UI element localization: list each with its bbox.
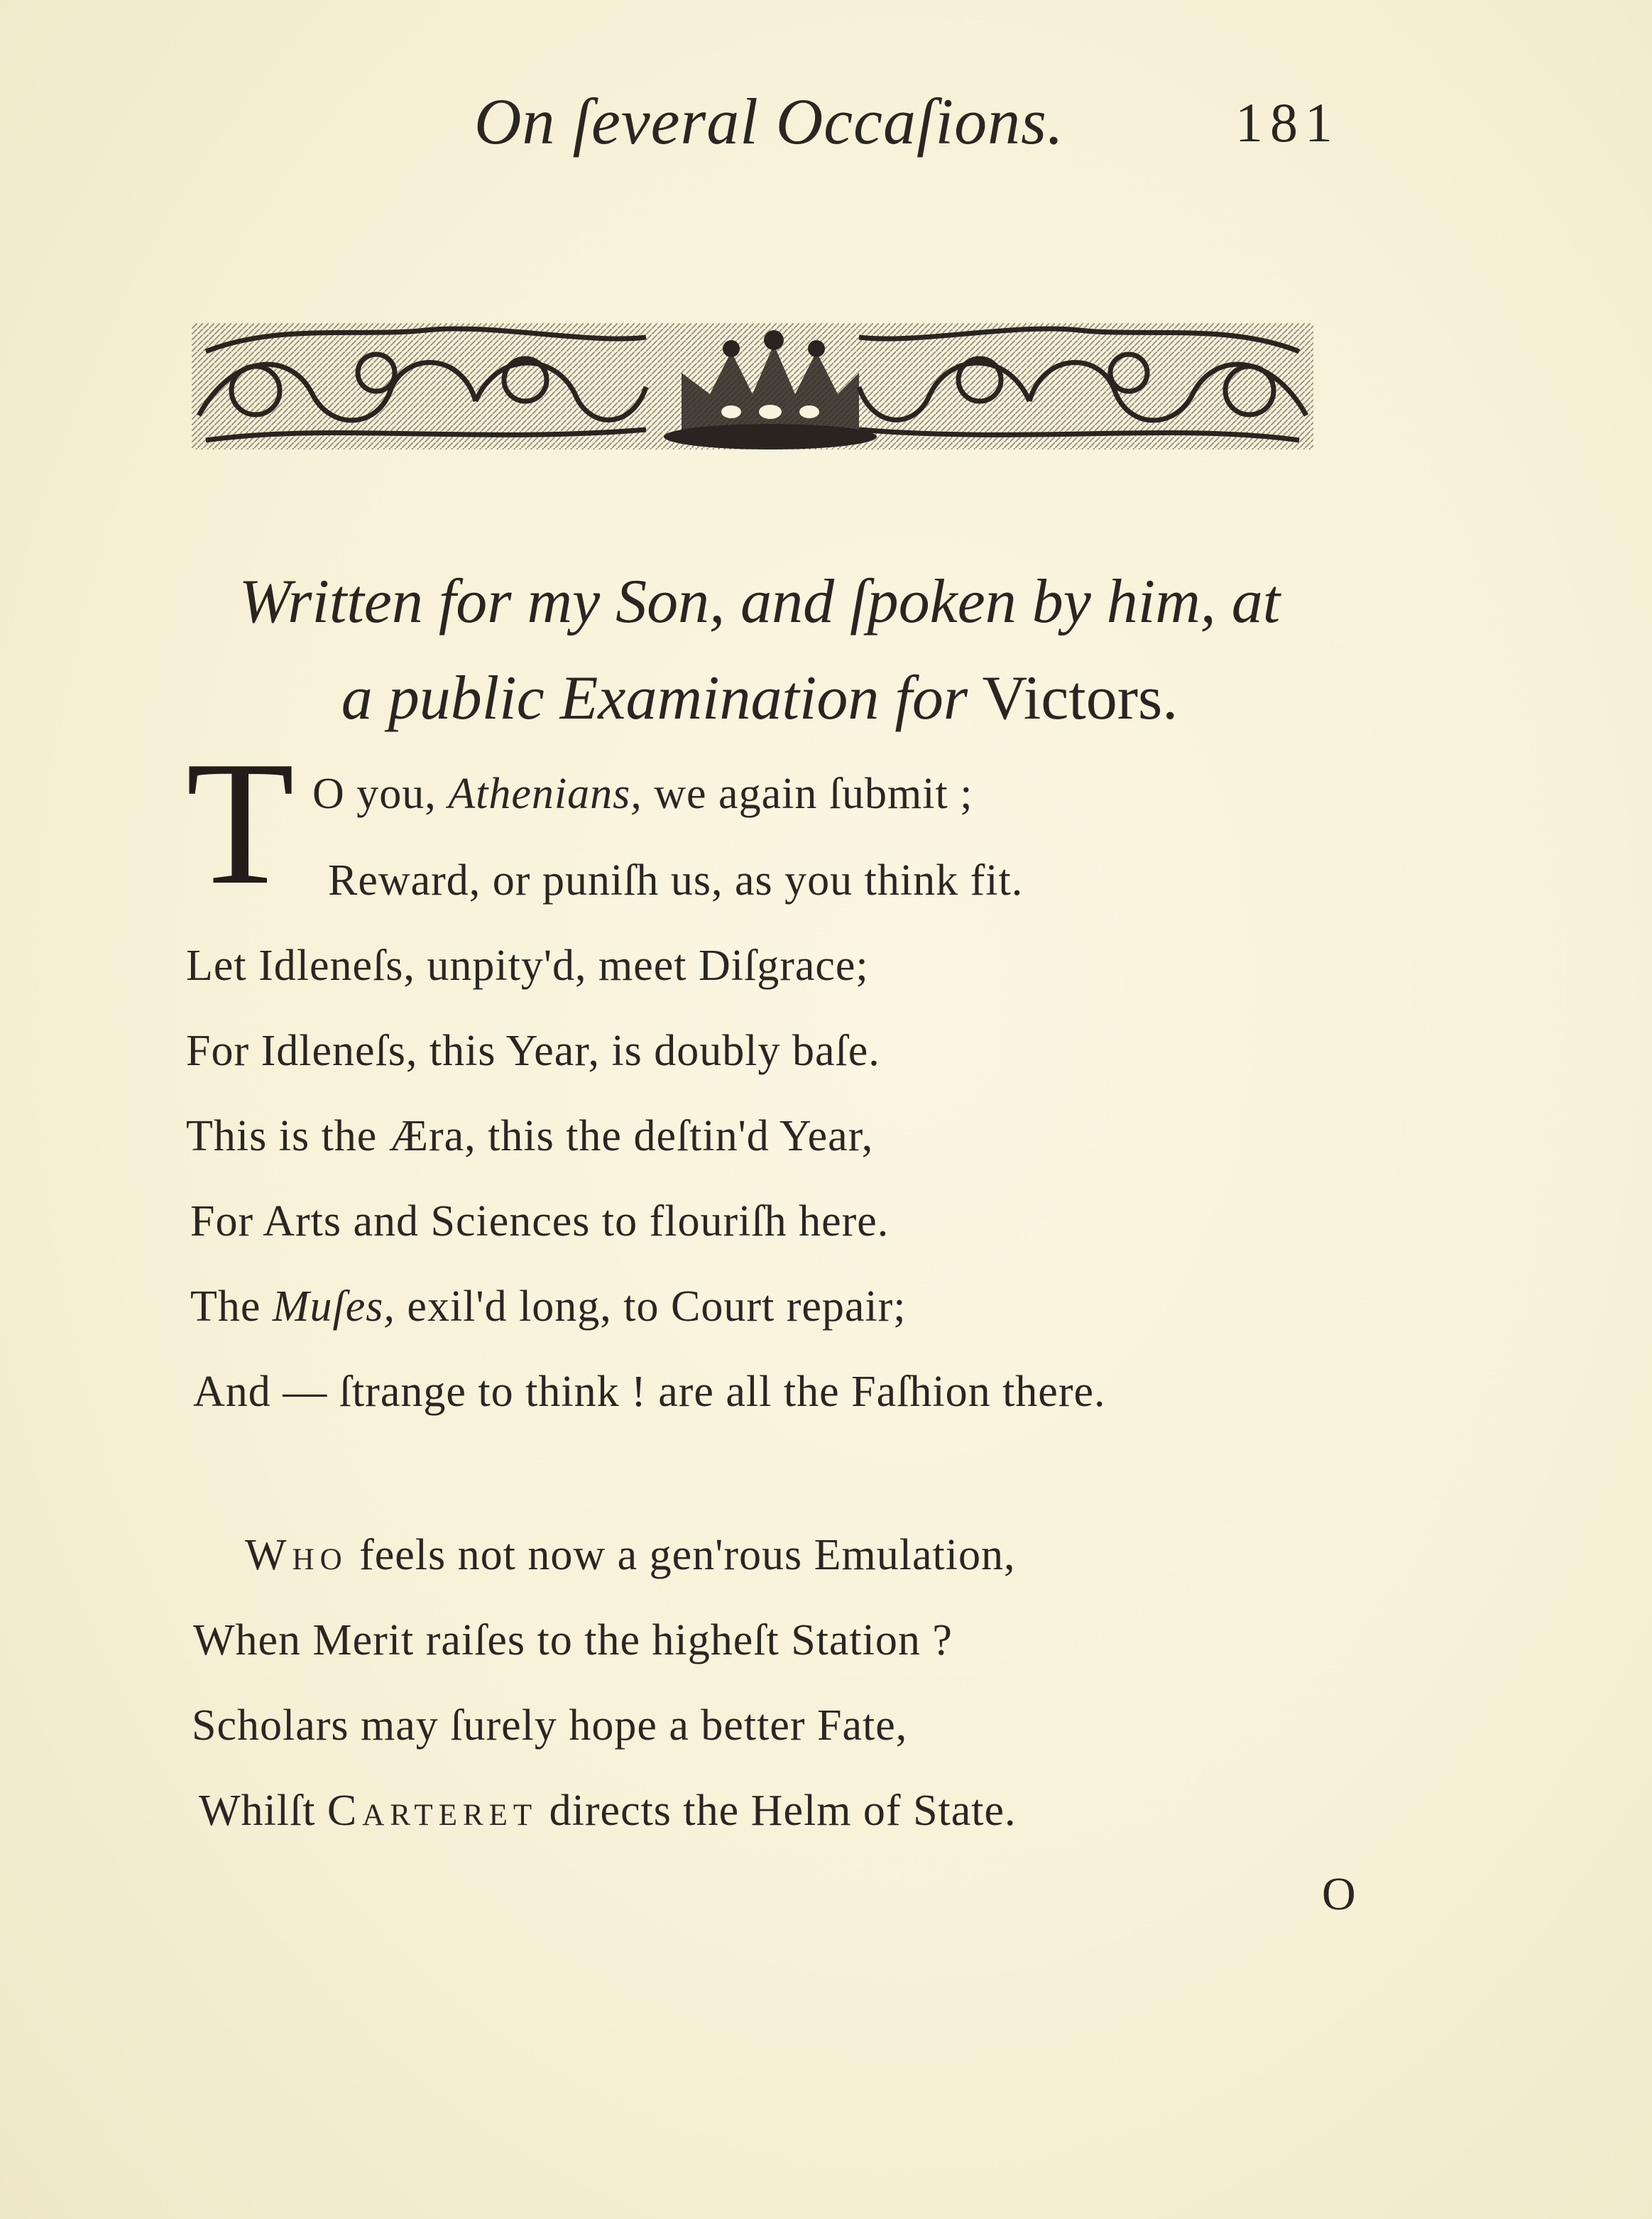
poem-line: And — ſtrange to think ! are all the Faſhion there. — [193, 1368, 1106, 1416]
running-head: On ſeveral Occaſions. — [474, 85, 1064, 158]
poem-line: For Idleneſs, this Year, is doubly baſe. — [186, 1027, 880, 1075]
poem-line: O you, Athenians, we again ſubmit ; — [312, 770, 973, 818]
page-number: 181 — [1235, 92, 1340, 153]
poem-line: Whilſt Carteret directs the Helm of State. — [199, 1787, 1017, 1835]
poem-line: Let Idleneſs, unpity'd, meet Diſgrace; — [186, 942, 869, 990]
title-line-1: Written for my Son, and ſpoken by him, at — [239, 567, 1281, 636]
drop-cap: T — [186, 725, 295, 922]
crown-scroll-headpiece-icon — [192, 323, 1313, 449]
poem-line: For Arts and Sciences to flouriſh here. — [190, 1197, 890, 1245]
poem-line: Reward, or puniſh us, as you think fit. — [328, 856, 1024, 905]
title-line-2-roman: Victors. — [982, 664, 1178, 733]
poem-line: This is the Æra, this the deſtin'd Year, — [186, 1112, 874, 1160]
poem-line: Who feels not now a gen'rous Emulation, — [245, 1531, 1016, 1579]
poem-line: When Merit raiſes to the higheſt Station ? — [193, 1616, 953, 1664]
poem-line: The Muſes, exil'd long, to Court repair; — [190, 1282, 907, 1331]
poem-title — [170, 554, 1349, 747]
catchword: O — [1322, 1868, 1356, 1920]
poem-line: Scholars may ſurely hope a better Fate, — [192, 1701, 908, 1750]
title-line-2-italic: a public Examination for — [341, 664, 968, 733]
